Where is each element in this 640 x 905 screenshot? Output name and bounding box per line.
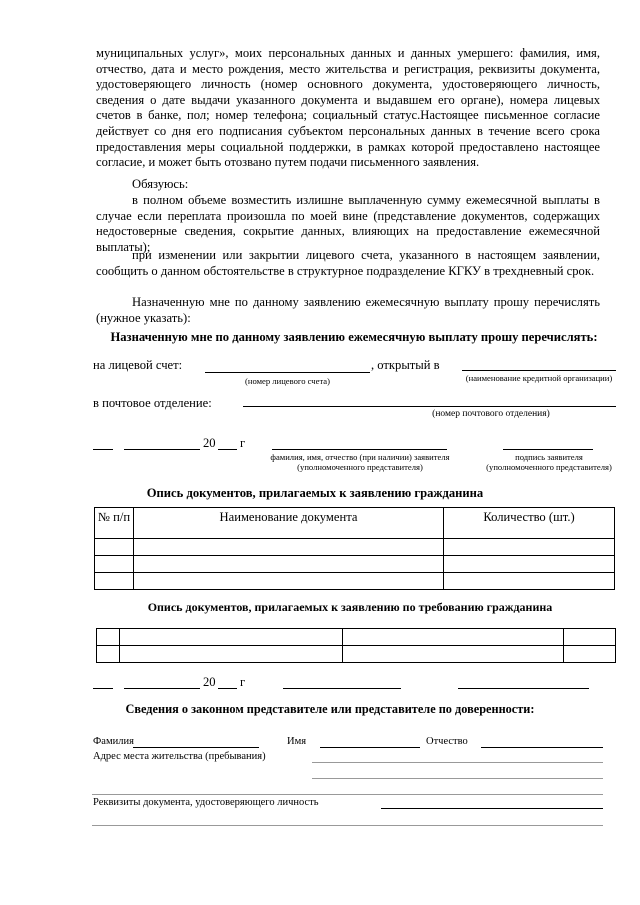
- surname-label: Фамилия: [93, 736, 134, 747]
- bank-caption: (наименование кредитной организации): [465, 373, 613, 383]
- applicant-signature-caption: подпись заявителя (уполномоченного представителя): [486, 452, 612, 472]
- consent-paragraph: муниципальных услуг», моих персональных данных и данных умершего: фамилия, имя, отчество, дата и место рождения, место жительства и регистрация, реквизиты документа, удостоверяющего личность (номер основного документа, удостоверяющего личность, сведения о дате выдачи указанного документа и выдавшем его органе), номера лицевых счетов в банке, пол; номер телефона; социальный статус.Настоящее письменное согласие действует со дня его подписания субъектом персональных данных в течение всего срока предоставления меры социальной поддержки, в рамках которой предоставлено настоящее согласие, и может быть отозвано путем подачи письменного заявления.: [96, 46, 600, 170]
- recipient-signature-field[interactable]: [458, 688, 589, 689]
- applicant-name-caption: фамилия, имя, отчество (при наличии) заявителя (уполномоченного представителя): [270, 452, 450, 472]
- applicant-signature-field[interactable]: [503, 449, 593, 450]
- payment-request-text: Назначенную мне по данному заявлению ежемесячную выплату прошу перечислять (нужное указать):: [96, 295, 600, 325]
- date-year-suffix: г: [240, 436, 246, 450]
- account-label: на лицевой счет:: [93, 358, 183, 372]
- col-name-header: Наименование документа: [134, 508, 444, 539]
- inventory-table-2: [96, 628, 616, 663]
- id-document-field[interactable]: [381, 808, 603, 809]
- table-row: [95, 556, 615, 573]
- obligation-notify: при изменении или закрытии лицевого счета, указанного в настоящем заявлении, сообщить о данном обстоятельстве в структурное подразделение КГКУ в трехдневный срок.: [96, 248, 600, 278]
- date-day-field[interactable]: [93, 449, 113, 450]
- representative-heading: Сведения о законном представителе или представителе по доверенности:: [125, 702, 535, 716]
- address-field-3[interactable]: [92, 794, 603, 795]
- obligation-refund: в полном объеме возместить излишне выплаченную сумму ежемесячной выплаты в случае если переплата произошла по моей вине (представление документов, содержащих недостоверные сведения, сокрытие данных, влияющих на предоставление ежемесячной выплаты);: [96, 193, 600, 254]
- opened-in-label: , открытый в: [371, 358, 440, 372]
- surname-field[interactable]: [133, 747, 259, 748]
- table-row: [95, 539, 615, 556]
- obligations-heading: Обязуюсь:: [132, 177, 189, 191]
- date-year-suffix-2: г: [240, 675, 246, 689]
- date-year-prefix: 20: [203, 436, 216, 450]
- payment-heading: Назначенную мне по данному заявлению ежемесячную выплату прошу перечислять:: [110, 330, 598, 344]
- address-field-2[interactable]: [312, 778, 603, 779]
- account-caption: (номер лицевого счета): [245, 376, 330, 386]
- col-qty-header: Количество (шт.): [444, 508, 615, 539]
- patronymic-label: Отчество: [426, 736, 468, 747]
- post-office-caption: (номер почтового отделения): [432, 409, 550, 419]
- table-row: [97, 629, 616, 646]
- inventory-heading-2: Опись документов, прилагаемых к заявлению по требованию гражданина: [147, 600, 553, 614]
- account-number-field[interactable]: [205, 372, 370, 373]
- date-year-prefix-2: 20: [203, 675, 216, 689]
- date-day-field-2[interactable]: [93, 688, 113, 689]
- inventory-heading: Опись документов, прилагаемых к заявлению гражданина: [146, 486, 484, 500]
- date-month-field[interactable]: [124, 449, 200, 450]
- table-row: [95, 573, 615, 590]
- patronymic-field[interactable]: [481, 747, 603, 748]
- applicant-name-field[interactable]: [272, 449, 447, 450]
- post-office-label: в почтовое отделение:: [93, 396, 212, 410]
- name-label: Имя: [287, 736, 307, 747]
- inventory-table: [94, 507, 615, 590]
- id-document-label: Реквизиты документа, удостоверяющего личность: [93, 797, 319, 808]
- name-field[interactable]: [320, 747, 420, 748]
- recipient-name-field[interactable]: [283, 688, 401, 689]
- table-row: [97, 646, 616, 663]
- address-field-1[interactable]: [312, 762, 603, 763]
- col-number-header: № п/п: [95, 508, 134, 539]
- date-month-field-2[interactable]: [124, 688, 200, 689]
- bank-name-field[interactable]: [462, 370, 616, 371]
- date-year-field[interactable]: [218, 449, 237, 450]
- address-label: Адрес места жительства (пребывания): [93, 751, 266, 762]
- post-office-field[interactable]: [243, 406, 616, 407]
- date-year-field-2[interactable]: [218, 688, 237, 689]
- id-document-field-2[interactable]: [92, 825, 603, 826]
